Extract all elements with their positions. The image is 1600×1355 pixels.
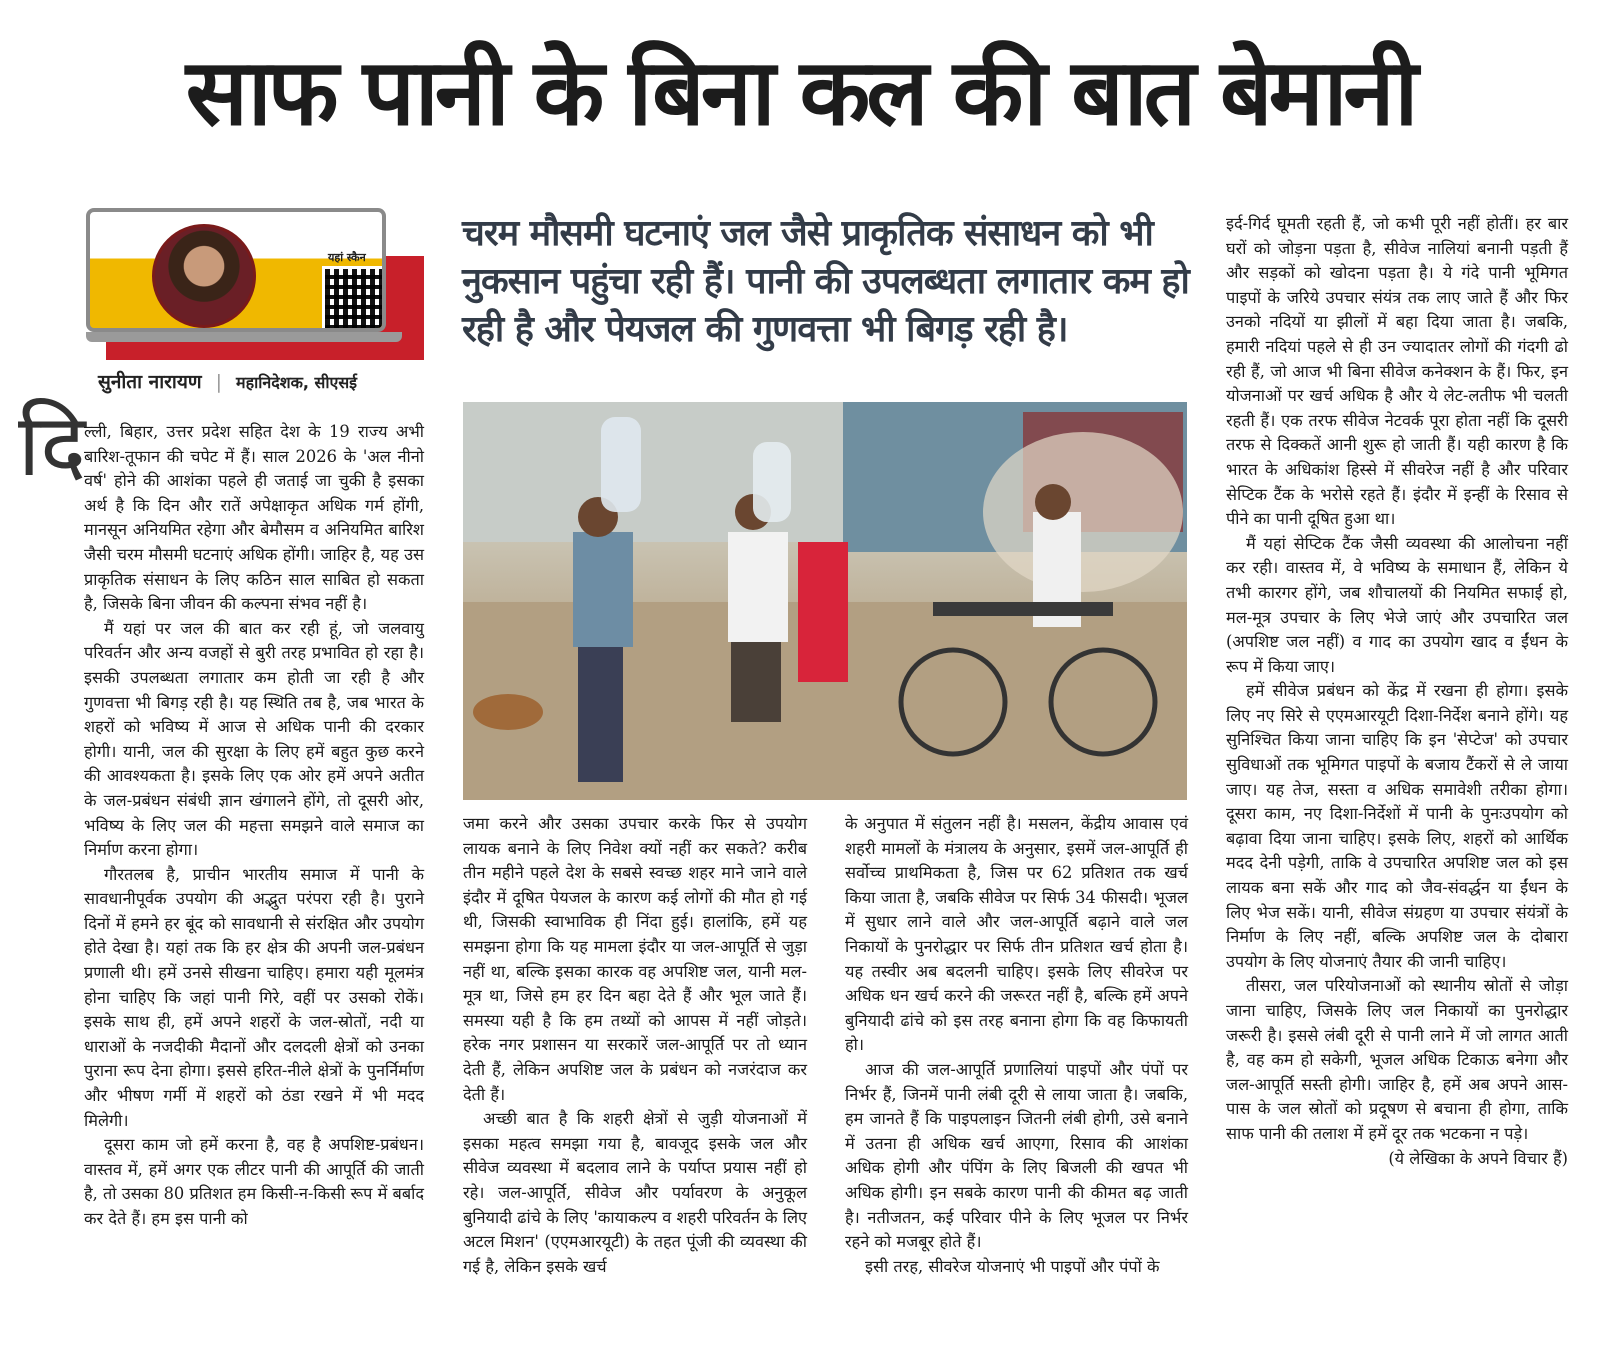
byline-separator: |	[215, 371, 222, 393]
column-2	[463, 812, 807, 1279]
paragraph: हमें सीवेज प्रबंधन को केंद्र में रखना ही होगा। इसके लिए नए सिरे से एएमआरयूटी दिशा-निर्देश बनाने होंगे। यह सुनिश्चित किया जाना चाहिए कि इन 'सेप्टेज' को उपचार सुविधाओं तक भूमिगत पाइपों के बजाय टैंकरों से ले जाया जाए। यह तेज, सस्ता व अधिक समावेशी तरीका होगा। दूसरा काम, नए दिशा-निर्देशों में पानी के पुनःउपयोग को बढ़ावा दिया जाना चाहिए। इसके लिए, शहरों को आर्थिक मदद देनी पड़ेगी, ताकि वे उपचारित अपशिष्ट जल को इस लायक बना सकें और गाद को जैव-संवर्द्धन या ईंधन के लिए भेज सकें। यानी, सीवेज संग्रहण या उपचार संयंत्रों के निर्माण के लिए नहीं, बल्कि अपशिष्ट जल के दोबारा उपयोग के लिए योजनाएं तैयार की जानी चाहिए।	[1226, 681, 1568, 971]
paragraph: ल्ली, बिहार, उत्तर प्रदेश सहित देश के 19 राज्य अभी बारिश-तूफान की चपेट में हैं। साल 2026 के 'अल नीनो वर्ष' होने की आशंका पहले ही जताई जा चुकी है इसका अर्थ है कि दिन और रातें अपेक्षाकृत अधिक गर्म होंगी, मानसून अनियमित रहेगा और बेमौसम व अनियमित बारिश जैसी चरम मौसमी घटनाएं अधिक होंगी। जाहिर है, यह उस प्राकृतिक संसाधन के लिए कठिन साल साबित हो सकता है, जिसके बिना जीवन की कल्पना संभव नहीं है।	[84, 422, 424, 614]
scan-label: यहां स्कैन	[328, 251, 366, 264]
drop-cap: दि	[18, 396, 86, 496]
column-1	[84, 420, 424, 1232]
author-name: सुनीता नारायण	[98, 371, 202, 393]
paragraph: इर्द-गिर्द घूमती रहती हैं, जो कभी पूरी नहीं होतीं। हर बार घरों को जोड़ना पड़ता है, सीवेज नालियां बनानी पड़ती हैं और सड़कों को खोदना पड़ता है। ये गंदे पानी भूमिगत पाइपों के जरिये उपचार संयंत्र तक लाए जाते हैं और फिर उनको नदियों या झीलों में बहा दिया जाता है। जबकि, हमारी नदियां पहले से ही उन ज्यादातर लोगों की गंदगी ढो रही हैं, जो आज भी बिना सीवेज कनेक्शन के हैं। फिर, इन योजनाओं पर खर्च अधिक है और ये लेट-लतीफ भी चलती रहती हैं। एक तरफ सीवेज नेटवर्क पूरा होता नहीं कि दूसरी तरफ से दिक्कतें आनी शुरू हो जाती हैं। यही कारण है कि भारत के अधिकांश हिस्से में सीवरेज नहीं है और परिवार सेप्टिक टैंक के भरोसे रहते हैं। इंदौर में इन्हीं के रिसाव से पीने का पानी दूषित हुआ था।	[1226, 214, 1568, 529]
author-card	[86, 208, 424, 360]
author-byline	[98, 368, 357, 394]
paragraph: मैं यहां पर जल की बात कर रही हूं, जो जलवायु परिवर्तन और अन्य वजहों से बुरी तरह प्रभावित हो रहा है। इसकी उपलब्धता लगातार कम होती जा रही है और गुणवत्ता भी बिगड़ रही है। यह स्थिति तब है, जब भारत के शहरों को भविष्य में आज से अधिक पानी की दरकार होगी। यानी, जल की सुरक्षा के लिए हमें बहुत कुछ करने की आवश्यकता है। इसके लिए एक ओर हमें अपने अतीत के जल-प्रबंधन संबंधी ज्ञान खंगालने होंगे, तो दूसरी ओर, भविष्य के लिए जल की महत्ता समझने वाले समाज का निर्माण करना होगा।	[84, 618, 424, 860]
news-photo	[463, 402, 1187, 800]
paragraph: अच्छी बात है कि शहरी क्षेत्रों से जुड़ी योजनाओं में इसका महत्व समझा गया है, बावजूद इसके जल और सीवेज व्यवस्था में बदलाव लाने के पर्याप्त प्रयास नहीं हो रहे। जल-आपूर्ति, सीवेज और पर्यावरण के अनुकूल बुनियादी ढांचे के लिए 'कायाकल्प व शहरी परिवर्तन के लिए अटल मिशन' (एएमआरयूटी) के तहत पूंजी की व्यवस्था की गई है, लेकिन इसके खर्च	[463, 1109, 807, 1276]
photo-illustration	[463, 402, 1187, 800]
paragraph: मैं यहां सेप्टिक टैंक जैसी व्यवस्था की आलोचना नहीं कर रही। वास्तव में, वे भविष्य के समाधान हैं, लेकिन ये तभी कारगर होंगे, जब शौचालयों की नियमित सफाई हो, मल-मूत्र उपचार के लिए भेजे जाएं और उपचारित जल (अपशिष्ट जल नहीं) व गाद का उपयोग खाद व ईंधन के रूप में किया जाए।	[1226, 533, 1568, 676]
deck-text: चरम मौसमी घटनाएं जल जैसे प्राकृतिक संसाधन को भी नुकसान पहुंचा रही हैं। पानी की उपलब्धता लगातार कम हो रही है और पेयजल की गुणवत्ता भी बिगड़ रही है।	[462, 213, 1189, 350]
paragraph: गौरतलब है, प्राचीन भारतीय समाज में पानी के सावधानीपूर्वक उपयोग की अद्भुत परंपरा रही है। पुराने दिनों में हमने हर बूंद को सावधानी से संरक्षित और उपयोग होते देखा है। यहां तक कि हर क्षेत्र की अपनी जल-प्रबंधन प्रणाली थी। हमें उनसे सीखना चाहिए। हमारा यही मूलमंत्र होना चाहिए कि जहां पानी गिरे, वहीं पर उसको रोकें। इसके साथ ही, हमें अपने शहरों के जल-स्रोतों, नदी या धाराओं के नजदीकी मैदानों और दलदली क्षेत्रों को उनका पुराना रूप देना होगा। इससे हरित-नीले क्षेत्रों के पुनर्निर्माण और भीषण गर्मी में शहरों को ठंडा रखने में भी मदद मिलेगी।	[84, 864, 424, 1130]
author-photo	[152, 224, 256, 328]
paragraph: दूसरा काम जो हमें करना है, वह है अपशिष्ट-प्रबंधन। वास्तव में, हमें अगर एक लीटर पानी की आपूर्ति की जाती है, तो उसका 80 प्रतिशत हम किसी-न-किसी रूप में बर्बाद कर देते हैं। हम इस पानी को	[84, 1135, 424, 1228]
column-4	[1226, 212, 1568, 1171]
paragraph: तीसरा, जल परियोजनाओं को स्थानीय स्रोतों से जोड़ा जाना चाहिए, जिसके लिए जल निकायों का पुनरोद्धार जरूरी है। इससे लंबी दूरी से पानी लाने में जो लागत आती है, वह कम हो सकेगी, भूजल अधिक टिकाऊ बनेगा और जल-आपूर्ति सस्ती होगी। जाहिर है, हमें अब अपने आस-पास के जल स्रोतों को प्रदूषण से बचाना ही होगा, ताकि साफ पानी की तलाश में हमें दूर तक भटकना न पड़े।	[1226, 976, 1568, 1143]
column-3	[845, 812, 1188, 1279]
author-role: महानिदेशक, सीएसई	[236, 373, 358, 392]
qr-code-icon[interactable]	[322, 266, 386, 332]
paragraph: के अनुपात में संतुलन नहीं है। मसलन, केंद्रीय आवास एवं शहरी मामलों के मंत्रालय के अनुसार, इसमें जल-आपूर्ति ही सर्वोच्च प्राथमिकता है, जिस पर 62 प्रतिशत तक खर्च किया जाता है, जबकि सीवेज पर सिर्फ 34 फीसदी। भूजल में सुधार लाने वाले और जल-आपूर्ति बढ़ाने वाले जल निकायों के पुनरोद्धार पर सिर्फ तीन प्रतिशत खर्च होता है। यह तस्वीर अब बदलनी चाहिए। इसके लिए सीवरेज पर अधिक धन खर्च करने की जरूरत नहीं है, बल्कि हमें अपने बुनियादी ढांचे को इस तरह बनाना होगा कि वह किफायती हो।	[845, 814, 1188, 1055]
paragraph: इसी तरह, सीवरेज योजनाएं भी पाइपों और पंपों के	[865, 1256, 1160, 1276]
card-frame	[86, 208, 386, 332]
headline: साफ पानी के बिना कल की बात बेमानी	[185, 39, 1415, 146]
card-base	[86, 332, 402, 342]
paragraph: जमा करने और उसका उपचार करके फिर से उपयोग लायक बनाने के लिए निवेश क्यों नहीं कर सकते? करीब तीन महीने पहले देश के सबसे स्वच्छ शहर माने जाने वाले इंदौर में दूषित पेयजल के कारण कई लोगों की मौत हो गई थी, जिसकी स्वाभाविक ही निंदा हुई। हालांकि, हमें यह समझना होगा कि यह मामला इंदौर या जल-आपूर्ति से जुड़ा नहीं था, बल्कि इसका कारक वह अपशिष्ट जल, यानी मल-मूत्र था, जिसे हम हर दिन बहा देते हैं और भूल जाते हैं। समस्या यही है कि हम तथ्यों को आपस में नहीं जोड़ते। हरेक नगर प्रशासन या सरकारें जल-आपूर्ति पर तो ध्यान देती हैं, लेकिन अपशिष्ट जल के प्रबंधन को नजरंदाज कर देती हैं।	[463, 814, 807, 1104]
signoff: (ये लेखिका के अपने विचार हैं)	[1388, 1148, 1568, 1168]
paragraph: आज की जल-आपूर्ति प्रणालियां पाइपों और पंपों पर निर्भर हैं, जिनमें पानी लंबी दूरी से लाया जाता है। जबकि, हम जानते हैं कि पाइपलाइन जितनी लंबी होगी, उसे बनाने में उतना ही अधिक खर्च आएगा, रिसाव की आशंका अधिक होगी और पंपिंग के लिए बिजली की खपत भी अधिक होगी। इन सबके कारण पानी की कीमत बढ़ जाती है। नतीजतन, कई परिवार पीने के लिए भूजल पर निर्भर रहने को मजबूर होते हैं।	[845, 1059, 1188, 1252]
